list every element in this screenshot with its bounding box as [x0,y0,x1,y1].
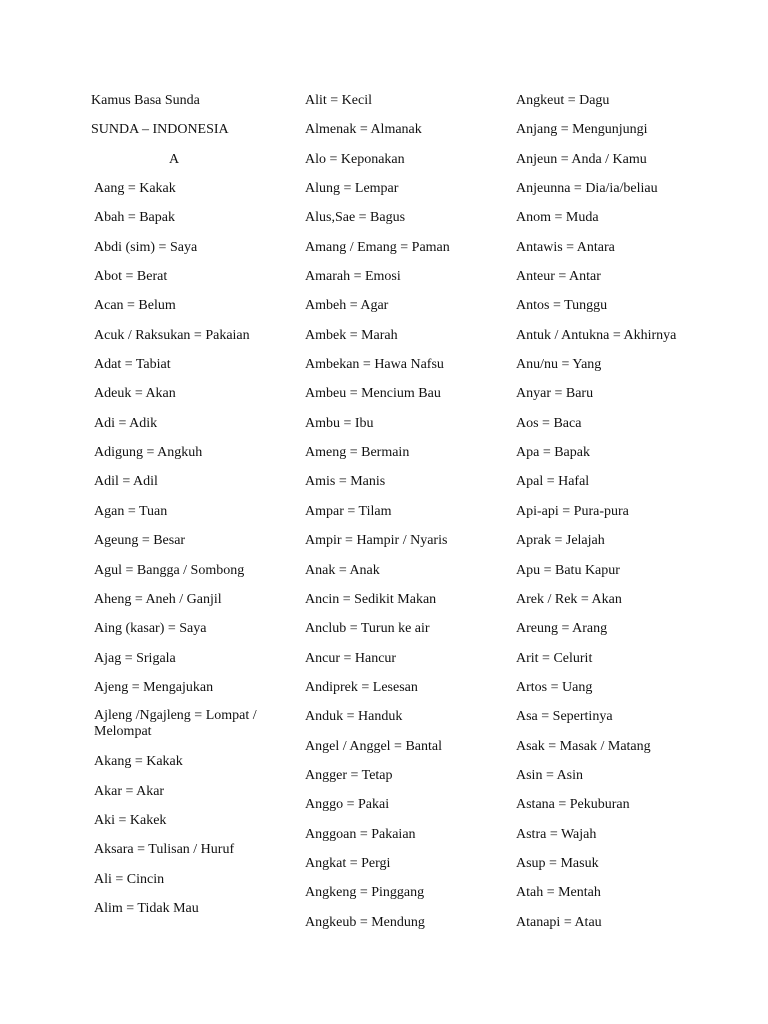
entry: Ajleng /Ngajleng = Lompat / Melompat [94,708,257,740]
entry: Ancur = Hancur [305,650,397,666]
entry: Antawis = Antara [516,239,615,255]
entry: Ageung = Besar [94,533,186,549]
entry: Asin = Asin [516,767,584,783]
entry: Abdi (sim) = Saya [94,239,198,255]
column-1 [91,92,281,929]
entry: Areung = Arang [516,621,608,637]
entry: Ambeh = Agar [305,298,389,314]
entry: Astra = Wajah [516,826,597,842]
entry: Amis = Manis [305,474,386,490]
entry: Aang = Kakak [94,181,176,197]
entry: Akar = Akar [94,783,165,799]
entry: Aing (kasar) = Saya [94,621,207,637]
entry: Arit = Celurit [516,650,593,666]
entry: Anduk = Handuk [305,709,403,725]
entry: Anom = Muda [516,210,599,226]
entry: Almenak = Almanak [305,122,422,138]
document-subtitle: SUNDA – INDONESIA [91,122,229,138]
entry: Anjeunna = Dia/ia/beliau [516,181,658,197]
entry: Astana = Pekuburan [516,797,630,813]
entry: Adeuk = Akan [94,386,176,402]
entry: Api-api = Pura-pura [516,503,629,519]
entry: Anjeun = Anda / Kamu [516,151,647,167]
entry: Apa = Bapak [516,445,590,461]
entry: Aprak = Jelajah [516,533,605,549]
column-2 [305,92,500,943]
column-3 [516,92,716,943]
entry: Angkeut = Dagu [516,93,610,108]
entry: Aos = Baca [516,415,582,431]
entry: Andiprek = Lesesan [305,679,418,695]
entry: Anu/nu = Yang [516,357,602,373]
entry: Antuk / Antukna = Akhirnya [516,327,677,343]
entry: Ampar = Tilam [305,503,392,519]
entry: Angger = Tetap [305,767,393,783]
entry: Ameng = Bermain [305,445,410,461]
entry: Alus,Sae = Bagus [305,210,406,226]
entry: Ancin = Sedikit Makan [305,591,437,607]
entry: Anclub = Turun ke air [305,621,430,637]
entry: Anyar = Baru [516,386,594,402]
entry: Adil = Adil [94,474,158,490]
entry: Angkeub = Mendung [305,914,425,930]
entry: Alo = Keponakan [305,151,405,167]
entry: Alit = Kecil [305,93,372,108]
entry: Alim = Tidak Mau [94,900,199,916]
entry: Ajeng = Mengajukan [94,679,214,695]
entry: Adat = Tabiat [94,357,171,373]
entry: Aheng = Aneh / Ganjil [94,591,222,607]
entry: Asup = Masuk [516,855,599,871]
entry: Abot = Berat [94,269,168,285]
entry: Abah = Bapak [94,210,175,226]
entry: Angel / Anggel = Bantal [305,738,442,754]
entry: Angkeng = Pinggang [305,885,425,901]
entry: Aksara = Tulisan / Huruf [94,842,235,858]
entry: Agan = Tuan [94,503,168,519]
entry: Amarah = Emosi [305,269,401,285]
entry: Apal = Hafal [516,474,590,490]
entry: Arek / Rek = Akan [516,591,622,607]
entry: Artos = Uang [516,679,593,695]
entry: Angkat = Pergi [305,855,391,871]
document-title: Kamus Basa Sunda [91,93,200,108]
entry: Ambeu = Mencium Bau [305,386,441,402]
entry: Acan = Belum [94,298,176,314]
entry: Ajag = Srigala [94,650,176,666]
section-letter: A [169,151,180,167]
entry: Anjang = Mengunjungi [516,122,648,138]
entry: Ampir = Hampir / Nyaris [305,533,448,549]
entry: Asa = Sepertinya [516,709,613,725]
entry: Atanapi = Atau [516,914,602,930]
entry: Anggo = Pakai [305,797,390,813]
entry: Atah = Mentah [516,885,601,901]
entry: Ambek = Marah [305,327,398,343]
entry: Ambu = Ibu [305,415,374,431]
entry: Adi = Adik [94,415,158,431]
entry: Akang = Kakak [94,754,183,770]
entry: Anteur = Antar [516,269,601,285]
entry: Acuk / Raksukan = Pakaian [94,327,250,343]
entry: Adigung = Angkuh [94,445,203,461]
entry: Ali = Cincin [94,871,165,887]
entry: Antos = Tunggu [516,298,608,314]
entry: Anggoan = Pakaian [305,826,416,842]
entry: Amang / Emang = Paman [305,239,450,255]
entry: Apu = Batu Kapur [516,562,620,578]
entry: Alung = Lempar [305,181,399,197]
entry: Asak = Masak / Matang [516,738,651,754]
entry: Anak = Anak [305,562,380,578]
entry: Ambekan = Hawa Nafsu [305,357,444,373]
entry: Agul = Bangga / Sombong [94,562,245,578]
entry: Aki = Kakek [94,812,167,828]
